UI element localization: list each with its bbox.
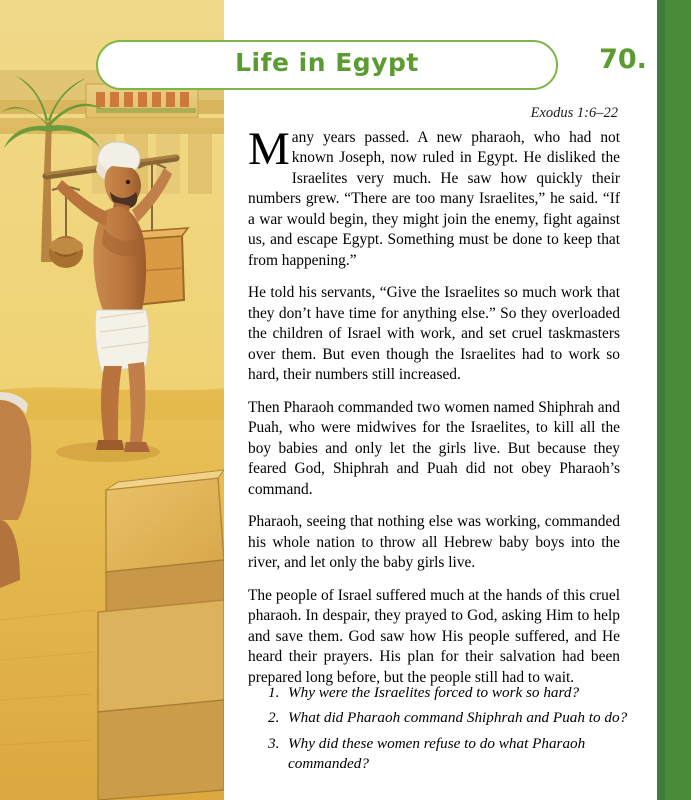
page-edge-bar-inner [665,0,691,800]
page-edge-bar [657,0,691,800]
question-item [268,683,628,703]
drop-cap: M [248,123,290,175]
question-item [268,708,628,728]
page-title: Life in Egypt [235,48,419,77]
paragraph-1-text: any years passed. A new pharaoh, who had not known Joseph, now ruled in Egypt. He disliked the Israelites very much. He saw how quickly their numbers grew. “There are too many Israelites,” he said. “If a war would begin, they might join the enemy, fight against us, and escape Egypt. Something must be done to keep that from happening.” [248,129,620,269]
text-panel [224,0,657,800]
paragraph-2: He told his servants, “Give the Israelites so much work that they don’t have time for anything else.” So they overloaded the children of Israel with work, and set cruel taskmasters over them. But even though the Israelites had to work so hard, their numbers still increased. [248,284,620,384]
page-number: 70. [599,44,647,75]
paragraph-1 [248,123,620,271]
question-number: 3. [268,734,280,752]
question-item [268,734,628,775]
paragraph-5: The people of Israel suffered much at the hands of this cruel pharaoh. In despair, they prayed to God, asking Him to help and save them. God saw how His people suffered, and He heard their prayers. His plan for their salvation had been prepared long before, but the people still had to wait. [248,586,620,686]
question-text: What did Pharaoh command Shiphrah and Puah to do? [288,709,628,727]
egyptian-laborer-illustration [0,0,224,800]
question-number: 1. [268,684,280,701]
question-text: Why were the Israelites forced to work so hard? [288,684,580,701]
question-number: 2. [268,709,280,727]
scripture-reference: Exodus 1:6–22 [530,105,618,121]
stone-blocks [98,470,224,800]
question-text: Why did these women refuse to do what Pharaoh commanded? [288,734,586,773]
review-questions [268,683,628,779]
illustration-panel [0,0,224,800]
paragraph-3: Then Pharaoh commanded two women named Shiphrah and Puah, who were midwives for the Israelites, to kill all the boy babies and only let the girls live. But because they feared God, Shiphrah and Puah did not obey Pharaoh’s command. [248,398,620,498]
story-body [248,123,620,700]
paragraph-4: Pharaoh, seeing that nothing else was working, commanded his whole nation to throw all Hebrew baby boys into the river, and let only the baby girls live. [248,513,620,572]
